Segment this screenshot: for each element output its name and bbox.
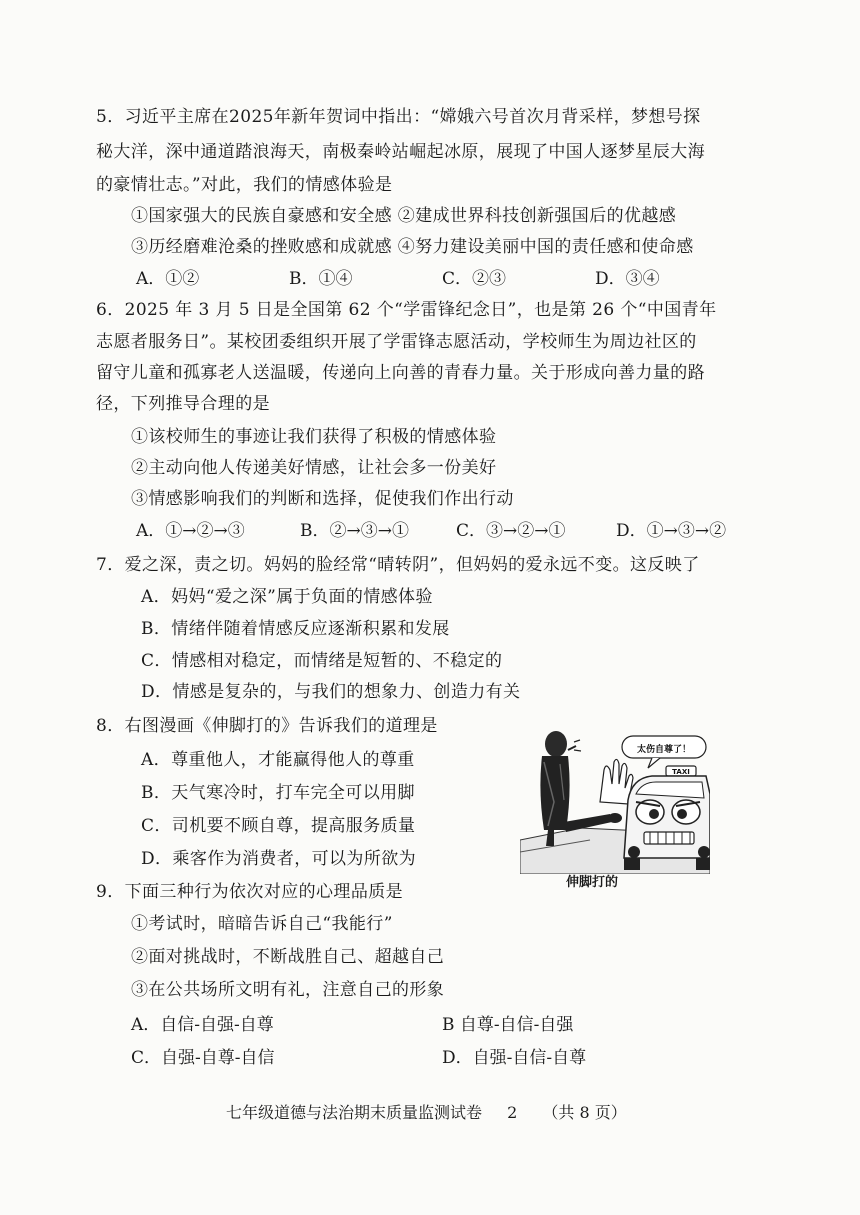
q5-stem-line-2: 秘大洋，深中通道踏浪海天，南极秦岭站崛起冰原，展现了中国人逐梦星辰大海 [96, 142, 705, 162]
q5-option-c: C．②③ [442, 269, 507, 289]
q8-option-a: A．尊重他人，才能赢得他人的尊重 [141, 750, 415, 770]
q8-option-d: D．乘客作为消费者，可以为所欲为 [141, 849, 417, 869]
footer-page-number: 2 [507, 1103, 518, 1122]
taxi-sign-text: TAXI [672, 768, 690, 776]
q5-option-d: D．③④ [595, 269, 660, 289]
page-footer [226, 1102, 647, 1124]
q8-option-b: B．天气寒冷时，打车完全可以用脚 [141, 783, 415, 803]
q9-stem: 9．下面三种行为依次对应的心理品质是 [96, 882, 404, 902]
q5-option-a: A．①② [136, 269, 200, 289]
q6-statement-2: ②主动向他人传递美好情感，让社会多一份美好 [131, 458, 497, 478]
taxi-cartoon-image [520, 722, 710, 874]
q6-stem-line-2: 志愿者服务日”。某校团委组织开展了学雷锋志愿活动，学校师生为周边社区的 [96, 332, 697, 352]
q7-option-d: D．情感是复杂的，与我们的想象力、创造力有关 [141, 682, 521, 702]
q7-option-c: C．情感相对稳定，而情绪是短暂的、不稳定的 [141, 651, 503, 671]
q6-option-a: A．①→②→③ [136, 521, 245, 541]
footer-title: 七年级道德与法治期末质量监测试卷 [226, 1103, 483, 1122]
q9-option-a: A．自信-自强-自尊 [131, 1015, 274, 1035]
q9-statement-3: ③在公共场所文明有礼，注意自己的形象 [131, 980, 445, 1000]
q8-option-c: C．司机要不顾自尊，提高服务质量 [141, 816, 416, 836]
q6-stem-line-3: 留守儿童和孤寡老人送温暖，传递向上向善的青春力量。关于形成向善力量的路 [96, 363, 705, 383]
q5-statement-1: ①国家强大的民族自豪感和安全感 ②建成世界科技创新强国后的优越感 [131, 206, 677, 226]
q6-stem-line-1: 6．2025 年 3 月 5 日是全国第 62 个“学雷锋纪念日”，也是第 26 个“中国青年 [96, 300, 717, 320]
q7-option-b: B．情绪伴随着情感反应逐渐积累和发展 [141, 619, 450, 639]
q9-statement-1: ①考试时，暗暗告诉自己“我能行” [131, 914, 393, 934]
q5-option-b: B．①④ [289, 269, 353, 289]
q6-option-d: D．①→③→② [616, 521, 727, 541]
q9-option-d: D．自强-自信-自尊 [442, 1048, 587, 1068]
q9-statement-2: ②面对挑战时，不断战胜自己、超越自己 [131, 947, 445, 967]
taxi-car [624, 766, 710, 870]
cartoon-caption: 伸脚打的 [566, 875, 619, 890]
q6-option-c: C．③→②→① [456, 521, 566, 541]
q7-option-a: A．妈妈“爱之深”属于负面的情感体验 [141, 587, 433, 607]
q5-stem-line-3: 的豪情壮志。”对此，我们的情感体验是 [96, 175, 393, 195]
speech-bubble-text: 太伤自尊了！ [636, 745, 692, 755]
q9-option-c: C．自强-自尊-自信 [131, 1048, 275, 1068]
q8-stem: 8．右图漫画《伸脚打的》告诉我们的道理是 [96, 716, 438, 736]
q5-stem-line-1: 5．习近平主席在2025年新年贺词中指出：“嫦娥六号首次月背采样，梦想号探 [96, 107, 701, 127]
q6-statement-1: ①该校师生的事迹让我们获得了积极的情感体验 [131, 427, 497, 447]
footer-total-pages: （共 8 页） [542, 1103, 627, 1122]
q6-option-b: B．②→③→① [300, 521, 409, 541]
q9-option-b: B 自尊-自信-自强 [442, 1015, 574, 1035]
q6-stem-line-4: 径，下列推导合理的是 [96, 394, 270, 414]
q7-stem: 7．爱之深，责之切。妈妈的脸经常“晴转阴”，但妈妈的爱永远不变。这反映了 [96, 555, 700, 575]
q5-statement-2: ③历经磨难沧桑的挫败感和成就感 ④努力建设美丽中国的责任感和使命感 [131, 237, 694, 257]
q6-statement-3: ③情感影响我们的判断和选择，促使我们作出行动 [131, 489, 514, 509]
